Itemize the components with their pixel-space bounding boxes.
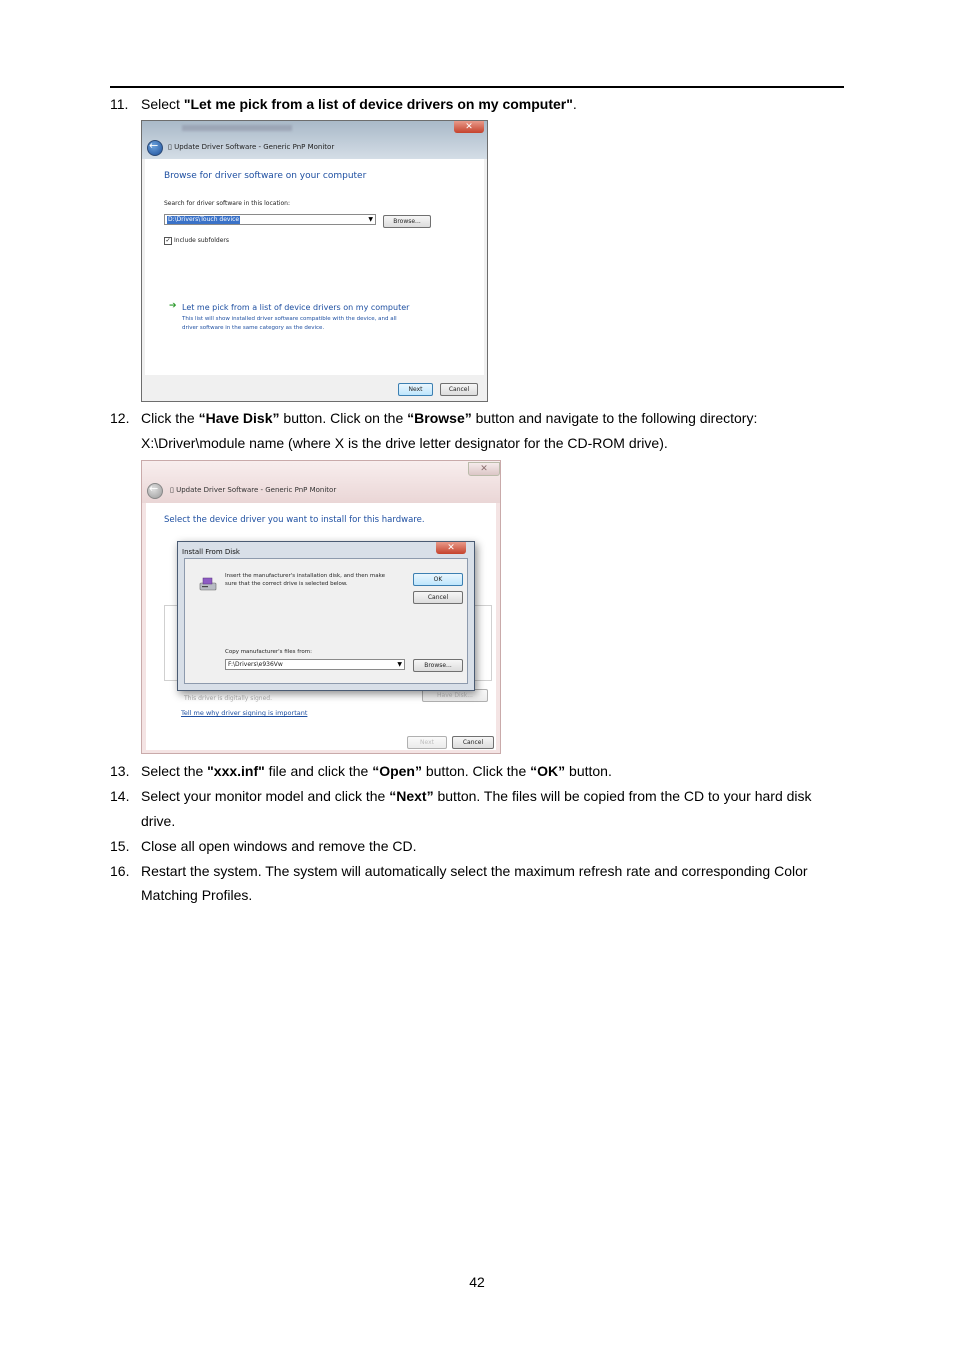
next-button[interactable]: Next: [407, 736, 447, 749]
step-number: 16.: [110, 863, 130, 879]
step-emphasis: “Have Disk”: [198, 410, 280, 426]
step-emphasis: "Let me pick from a list of device drivers on my computer": [183, 96, 573, 112]
dropdown-arrow-icon[interactable]: ▼: [368, 216, 373, 223]
step-text: Click the: [141, 410, 199, 426]
step-text: button and navigate to the following directory:: [471, 410, 758, 426]
step-15: [110, 837, 416, 855]
step-number: 11.: [110, 96, 129, 112]
step-number: 13.: [110, 763, 130, 779]
close-icon[interactable]: ✕: [454, 121, 484, 133]
step-13: [110, 762, 612, 780]
step-text: button.: [565, 763, 612, 779]
page-number: 42: [469, 1274, 485, 1290]
step-text: Restart the system. The system will automatically select the maximum refresh rate and corresponding Color: [141, 863, 808, 879]
green-arrow-icon: ➔: [169, 301, 177, 311]
step-text: Select your monitor model and click the: [141, 788, 390, 804]
step-emphasis: “Open”: [372, 763, 422, 779]
cancel-button[interactable]: Cancel: [452, 736, 494, 749]
step-text: Close all open windows and remove the CD.: [141, 838, 417, 854]
step-text: Select the: [141, 763, 208, 779]
include-subfolders-label: Include subfolders: [174, 237, 230, 244]
search-label: Search for driver software in this location:: [164, 200, 290, 207]
step-text: button. Click on the: [279, 410, 408, 426]
window-chrome: [142, 461, 500, 503]
step-11: [110, 95, 577, 113]
disk-drive-icon: [199, 577, 217, 591]
dialog-message-line-2: sure that the correct drive is selected below.: [225, 581, 348, 587]
step-number: 12.: [110, 410, 130, 426]
close-icon[interactable]: ✕: [468, 462, 500, 476]
window-chrome: [142, 121, 487, 159]
step-number: 14.: [110, 788, 130, 804]
step-text: button. Click the: [421, 763, 531, 779]
step-number: 15.: [110, 838, 130, 854]
copy-from-value: F:\Drivers\e936Vw: [228, 661, 283, 668]
step-emphasis: "xxx.inf": [207, 763, 265, 779]
step-16-continuation: Matching Profiles.: [141, 887, 253, 903]
header-rule: [110, 86, 844, 88]
step-16: [110, 862, 808, 880]
step-12: [110, 409, 757, 427]
background-window-title: [182, 125, 292, 131]
pick-from-list-link[interactable]: Let me pick from a list of device drivers on my computer: [182, 303, 410, 312]
step-emphasis: “Next”: [389, 788, 434, 804]
dropdown-arrow-icon[interactable]: ▼: [397, 661, 402, 668]
window-title-text: Update Driver Software - Generic PnP Monitor: [176, 486, 337, 494]
step-text: button. The files will be copied from the CD to your hard disk: [433, 788, 812, 804]
page-heading: Select the device driver you want to install for this hardware.: [164, 515, 425, 525]
driver-signing-link[interactable]: Tell me why driver signing is important: [181, 709, 308, 717]
install-from-disk-dialog: [177, 541, 475, 691]
step-text: Select: [141, 96, 184, 112]
pick-description-line-2: driver software in the same category as the device.: [182, 325, 325, 331]
copy-from-input[interactable]: [225, 659, 405, 670]
step-emphasis: “Browse”: [407, 410, 472, 426]
signed-text: This driver is digitally signed.: [184, 695, 273, 702]
browse-driver-screenshot: [141, 120, 488, 402]
page-heading: Browse for driver software on your computer: [164, 171, 367, 181]
dialog-cancel-button[interactable]: Cancel: [413, 591, 463, 604]
copy-from-label: Copy manufacturer's files from:: [225, 649, 312, 655]
install-from-disk-screenshot: [141, 460, 501, 754]
window-title: ▯ Update Driver Software - Generic PnP Monitor: [168, 143, 335, 151]
path-input[interactable]: [164, 214, 376, 225]
path-value: D:\Drivers\Touch device: [168, 216, 240, 223]
step-14-continuation: drive.: [141, 813, 176, 829]
window-title-text: Update Driver Software - Generic PnP Monitor: [174, 143, 335, 151]
step-text: .: [572, 96, 577, 112]
back-arrow-icon[interactable]: [147, 483, 163, 499]
next-button[interactable]: Next: [398, 383, 433, 396]
step-12-continuation: X:\Driver\module name (where X is the drive letter designator for the CD-ROM drive).: [141, 435, 668, 451]
window-title: ▯ Update Driver Software - Generic PnP Monitor: [170, 486, 337, 494]
dialog-body: [184, 558, 468, 684]
browse-button[interactable]: Browse...: [383, 215, 431, 228]
dialog-close-icon[interactable]: ✕: [436, 542, 466, 554]
dialog-title: Install From Disk: [182, 548, 240, 556]
have-disk-button[interactable]: Have Disk...: [422, 689, 488, 702]
cancel-button[interactable]: Cancel: [440, 383, 478, 396]
window-content: [145, 159, 484, 375]
step-14: [110, 787, 812, 805]
ok-button[interactable]: OK: [413, 573, 463, 586]
dialog-message-line-1: Insert the manufacturer's installation disk, and then make: [225, 573, 386, 579]
step-emphasis: “OK”: [530, 763, 566, 779]
include-subfolders-checkbox[interactable]: ✓: [165, 237, 171, 244]
step-text: file and click the: [264, 763, 373, 779]
back-arrow-icon[interactable]: [147, 140, 163, 156]
dialog-browse-button[interactable]: Browse...: [413, 659, 463, 672]
pick-description-line-1: This list will show installed driver software compatible with the device, and all: [182, 316, 397, 322]
